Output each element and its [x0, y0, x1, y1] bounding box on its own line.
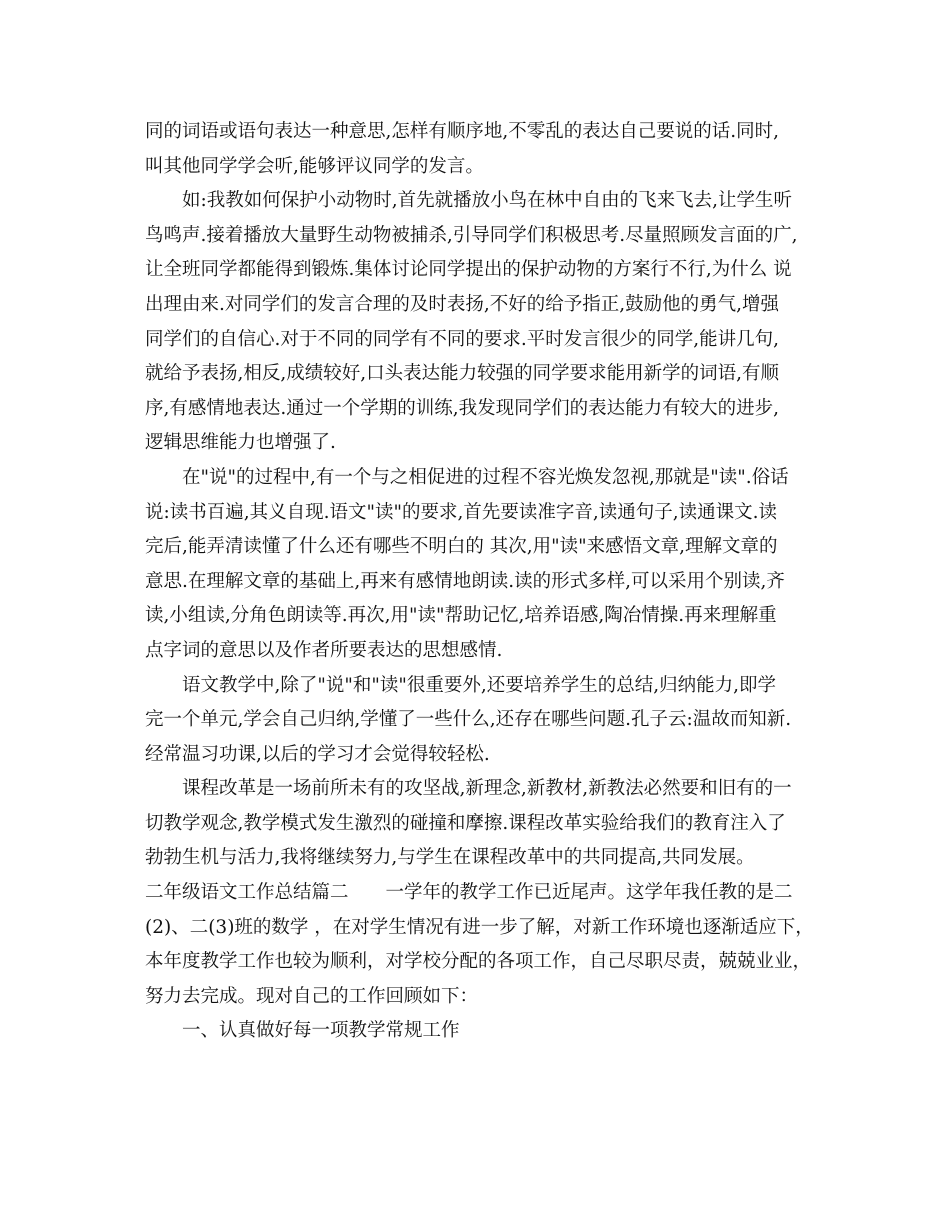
paragraph-start-line: 课程改革是一场前所未有的攻坚战,新理念,新教材,新教法必然要和旧有的一 [182, 778, 792, 800]
subheading-line: 一、认真做好每一项教学常规工作 [182, 1020, 460, 1042]
paragraph-start-line: 语文教学中,除了"说"和"读"很重要外,还要培养学生的总结,归纳能力,即学 [182, 674, 777, 696]
text-line: (2)、二(3)班的数学 ，在对学生情况有进一步了解，对新工作环境也逐渐适应下， [145, 916, 814, 938]
text-line: 序,有感情地表达.通过一个学期的训练,我发现同学们的表达能力有较大的进步, [145, 397, 780, 419]
text-line: 努力去完成。现对自己的工作回顾如下： [145, 985, 479, 1007]
paragraph-start-line: 如:我教如何保护小动物时,首先就播放小鸟在林中自由的飞来飞去,让学生听 [182, 190, 792, 212]
section-title-line: 二年级语文工作总结篇二 一学年的教学工作已近尾声。这学年我任教的是二 [145, 882, 793, 904]
text-line: 同学们的自信心.对于不同的同学有不同的要求.平时发言很少的同学,能讲几句, [145, 328, 780, 350]
text-line: 读,小组读,分角色朗读等.再次,用"读"帮助记忆,培养语感,陶冶情操.再来理解重 [145, 605, 777, 627]
text-line: 逻辑思维能力也增强了. [145, 432, 336, 454]
text-line: 同的词语或语句表达一种意思,怎样有顺序地,不零乱的表达自己要说的话.同时, [145, 121, 780, 142]
text-line: 完后,能弄清读懂了什么还有哪些不明白的 其次,用"读"来感悟文章,理解文章的 [145, 536, 778, 558]
text-line: 鸟鸣声.接着播放大量野生动物被捕杀,引导同学们积极思考.尽量照顾发言面的广, [145, 224, 798, 246]
text-line: 切教学观念,教学模式发生激烈的碰撞和摩擦.课程改革实验给我们的教育注入了 [145, 812, 786, 834]
text-line: 本年度教学工作也较为顺利，对学校分配的各项工作，自己尽职尽责，兢兢业业， [145, 951, 812, 973]
paragraph-start-line: 在"说"的过程中,有一个与之相促进的过程不容光焕发忽视,那就是"读".俗话 [182, 466, 789, 488]
document-body [145, 115, 825, 1049]
text-line: 叫其他同学学会听,能够评议同学的发言。 [145, 155, 484, 177]
text-line: 意思.在理解文章的基础上,再来有感情地朗读.读的形式多样,可以采用个别读,齐 [145, 570, 785, 592]
text-line: 说:读书百遍,其义自现.语文"读"的要求,首先要读准字音,读通句子,读通课文.读 [145, 501, 778, 523]
text-line: 就给予表扬,相反,成绩较好,口头表达能力较强的同学要求能用新学的词语,有顺 [145, 363, 780, 385]
text-line: 勃勃生机与活力,我将继续努力,与学生在课程改革中的共同提高,共同发展。 [145, 847, 755, 869]
text-line: 让全班同学都能得到锻炼.集体讨论同学提出的保护动物的方案行不行,为什么 说 [145, 259, 792, 281]
text-line: 完一个单元,学会自己归纳,学懂了一些什么,还存在哪些问题.孔子云:温故而知新. [145, 709, 792, 731]
text-line: 点字词的意思以及作者所要表达的思想感情. [145, 639, 503, 661]
text-line: 出理由来.对同学们的发言合理的及时表扬,不好的给予指正,鼓励他的勇气,增强 [145, 293, 780, 315]
text-line: 经常温习功课,以后的学习才会觉得较轻松. [145, 743, 490, 765]
